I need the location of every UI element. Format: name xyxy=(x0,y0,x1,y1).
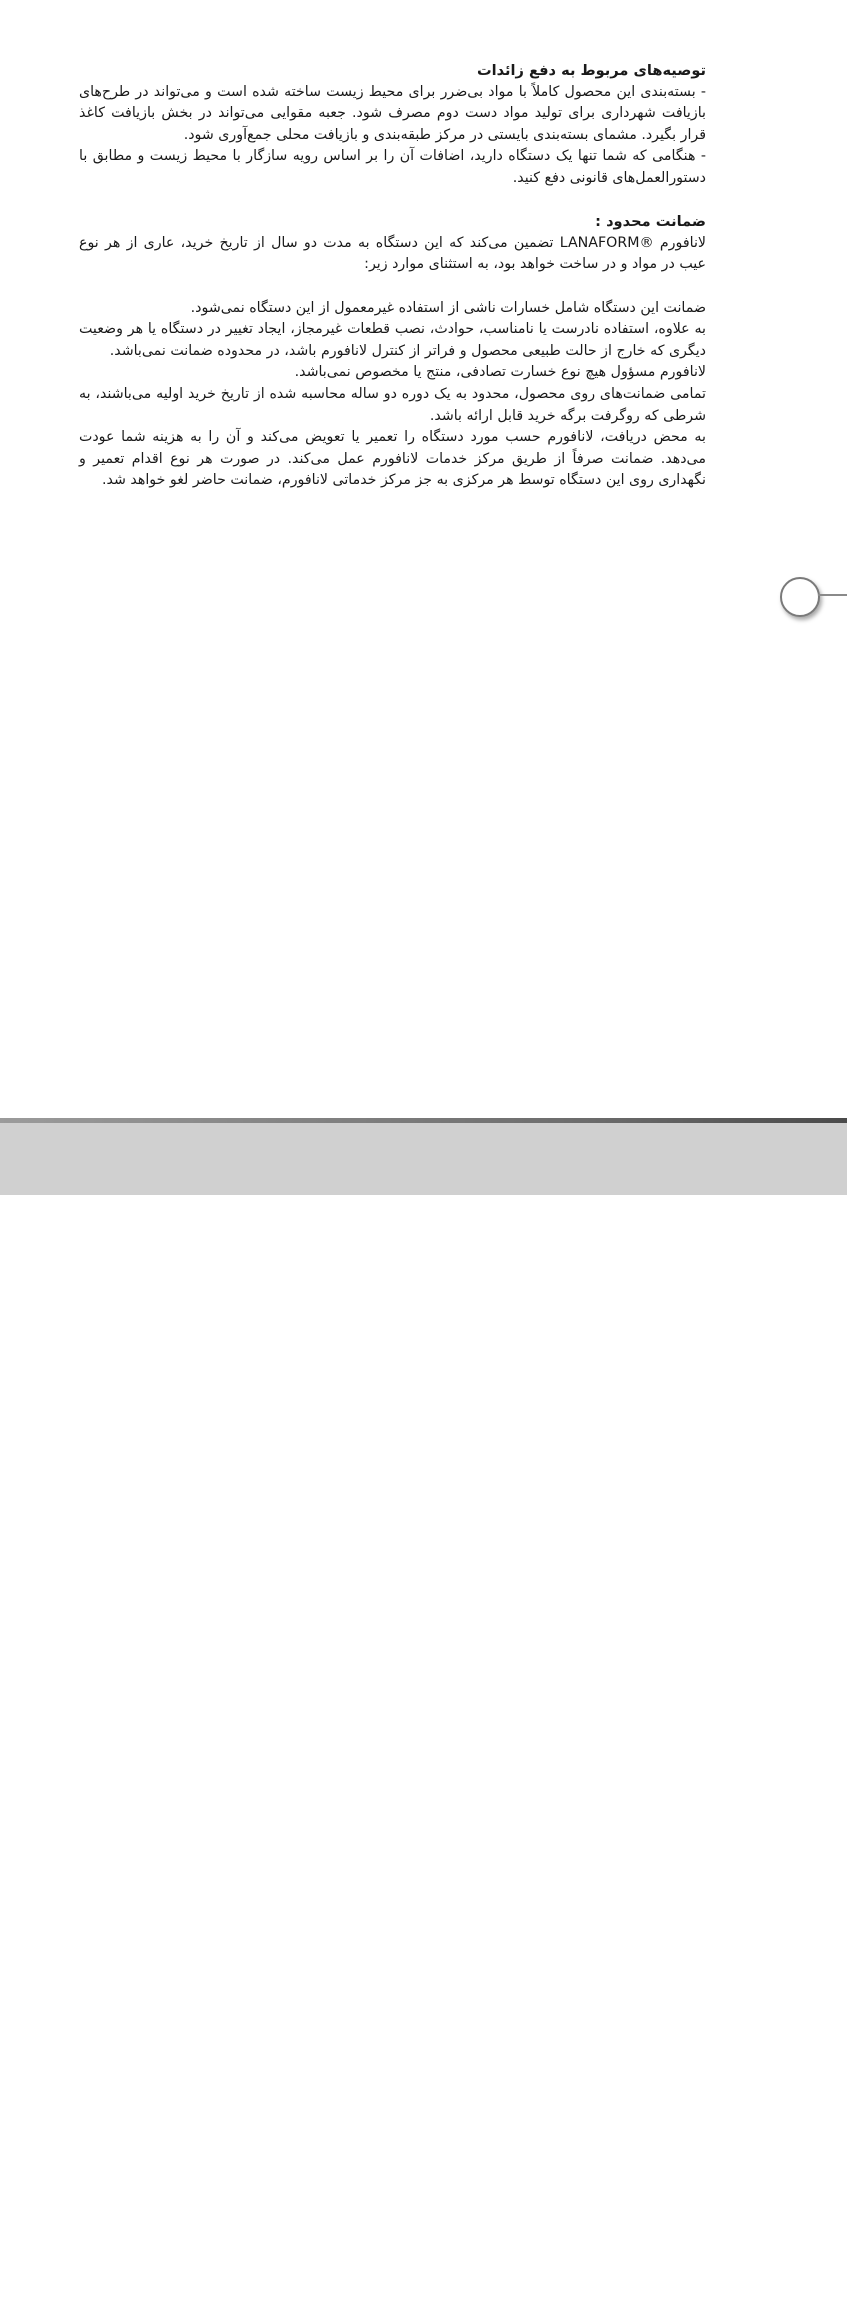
warranty-paragraph-period: تمامی ضمانت‌های روی محصول، محدود به یک دوره دو ساله محاسبه شده از تاریخ خرید اولیه می‌باشند، به شرطی که روگرفت برگه خرید قابل ارائه باشد. xyxy=(79,385,706,424)
warranty-paragraph-guarantee: لانافورم ®LANAFORM تضمین می‌کند که این دستگاه به مدت دو سال از تاریخ خرید، عاری از هر نوع عیب در مواد و در ساخت خواهد بود، به استثنای موارد زیر: xyxy=(79,234,707,273)
warranty-paragraph-exclusions: به علاوه، استفاده نادرست یا نامناسب، حوادث، نصب قطعات غیرمجاز، ایجاد تغییر در دستگاه یا هر وضعیت دیگری که خارج از حالت طبیعی محصول و فراتر از کنترل لانافورم باشد، در محدوده ضمانت نمی‌باشد. xyxy=(79,321,706,359)
disposal-paragraph-packaging: - بسته‌بندی این محصول کاملاً با مواد بی‌ضرر برای محیط زیست ساخته شده است و می‌تواند در طرح‌های بازیافت شهرداری برای تولید مواد دست دوم مصرف شود. جعبه مقوایی می‌تواند در بخش بازیافت کاغذ قرار بگیرد. مشمای بسته‌بندی بایستی در مرکز طبقه‌بندی و بازیافت محلی جمع‌آوری شود. xyxy=(79,83,706,143)
side-tab-circle xyxy=(780,577,820,617)
warranty-paragraph-abnormal-use: ضمانت این دستگاه شامل خسارات ناشی از استفاده غیرمعمول از این دستگاه نمی‌شود. xyxy=(190,299,706,316)
warranty-heading: ضمانت محدود : xyxy=(595,213,706,231)
disposal-paragraph-device: - هنگامی که شما تنها یک دستگاه دارید، اضافات آن را بر اساس رویه سازگار با محیط زیست و مطابق با دستورالعمل‌های قانونی دفع کنید. xyxy=(79,148,706,186)
side-tab-line xyxy=(818,594,847,596)
disposal-heading: توصیه‌های مربوط به دفع زائدات xyxy=(476,62,706,79)
paragraph-spacer xyxy=(79,276,706,298)
page-number-circle xyxy=(772,2267,802,2297)
warranty-paragraph-liability: لانافورم مسؤول هیچ نوع خسارت تصادفی، منتج یا مخصوص نمی‌باشد. xyxy=(294,364,706,381)
page-content xyxy=(79,60,706,492)
warranty-paragraph-service: به محض دریافت، لانافورم حسب مورد دستگاه را تعمیر یا تعویض می‌کند و آن را به هزینه شما عودت می‌دهد. ضمانت صرفاً از طریق مرکز خدمات لانافورم عمل می‌کند. در صورت هر نوع اقدام تعمیر و نگهداری روی این دستگاه توسط هر مرکزی به جز مرکز خدماتی لانافورم، ضمانت حاضر لغو خواهد شد. xyxy=(79,429,706,489)
section-spacer xyxy=(79,190,706,212)
page-footer xyxy=(0,1123,847,1195)
